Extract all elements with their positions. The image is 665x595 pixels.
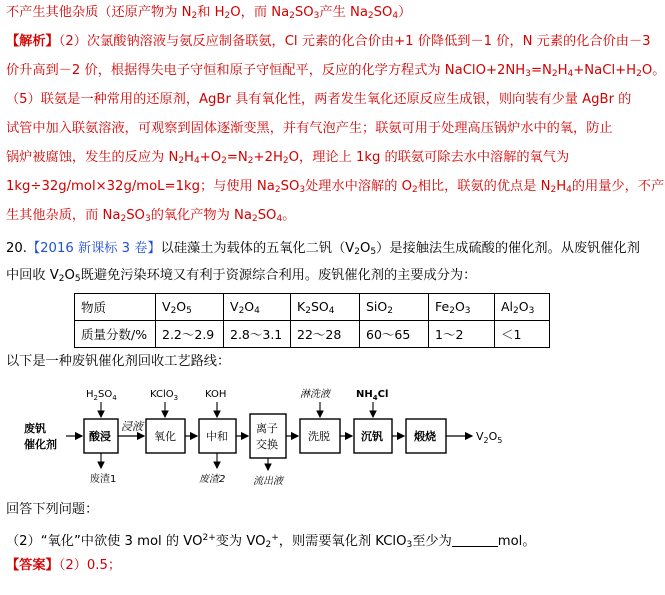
process-flow-diagram	[0, 378, 640, 488]
table-header-cell: $Al_2O_3$	[495, 294, 550, 321]
waste-label: 废渣1	[90, 474, 117, 485]
answer-value: （2）0.5；	[58, 558, 122, 573]
analysis-line-4: 试管中加入联氨溶液，可观察到固体逐渐变黑，并有气泡产生；联氨可用于处理高压锅炉水中的氧，防止	[6, 121, 613, 136]
analysis-line-3: （5）联氨是一种常用的还原剂，AgBr 具有氧化性，两者发生氧化还原反应生成银，则向装有少量 AgBr 的	[6, 92, 632, 107]
flow-step: 中和	[206, 430, 228, 443]
analysis-line-5: 锅炉被腐蚀，发生的反应为 $N_2H_4+O_2=N_2+2H_2O$，理论上 1kg 的联氨可除去水中溶解的氧气为	[6, 150, 570, 166]
table-cell: ＜1	[495, 321, 550, 348]
answer-line	[6, 555, 121, 577]
reagent-koh: KOH	[205, 389, 227, 400]
table-header-cell: $Fe_2O_3$	[429, 294, 495, 321]
table-header-cell: $V_2O_5$	[156, 294, 224, 321]
flow-step: 酸浸	[89, 430, 111, 443]
reagent-nh4cl: $NH_4Cl$	[356, 389, 389, 402]
table-row	[75, 321, 550, 348]
flow-step: 氧化	[154, 430, 176, 443]
flow-arrow-label: 浸液	[121, 420, 143, 433]
composition-table	[74, 293, 550, 348]
table-cell: 22～28	[291, 321, 360, 348]
analysis-line-7: 生其他杂质，而 $Na_2SO_3$的氧化产物为 $Na_2SO_4$。	[6, 208, 296, 224]
table-header-cell: $V_2O_4$	[224, 294, 291, 321]
table-header-cell: SiO$_2$	[360, 294, 429, 321]
waste-label: 废渣2	[199, 474, 226, 485]
table-cell: 2.2～2.9	[156, 321, 224, 348]
sub-question-2: （2）“氧化”中欲使 3 mol 的 $VO^{2+}$变为 $VO_2^+$，则需要氧化剂 KClO$_3$至少为 mol。	[6, 533, 536, 550]
table-cell: 60～65	[360, 321, 429, 348]
waste-label: 流出液	[253, 476, 283, 487]
reagent-h2so4: $H_2SO_4$	[86, 389, 117, 402]
source-tag: 【2016 新课标 3 卷】	[26, 241, 161, 256]
flow-step: 离子	[256, 422, 278, 435]
flow-input-label: 废钒	[24, 422, 46, 435]
analysis-line-6: 1kg÷32g/mol×32g/moL=1kg；与使用 $Na_2SO_3$处理水中溶解的 $O_2$相比，联氨的优点是 $N_2H_4$的用量少，不产	[6, 179, 665, 195]
route-intro: 以下是一种废钒催化剂回收工艺路线：	[6, 354, 231, 369]
analysis-tag: 【解析】	[6, 34, 59, 49]
flow-input-label: 催化剂	[24, 438, 57, 451]
table-header-row	[75, 294, 550, 321]
table-cell: 1～2	[429, 321, 495, 348]
reagent-eluent: 淋洗液	[300, 389, 330, 400]
question-number: 20.	[6, 241, 27, 256]
analysis-line-0: 不产生其他杂质（还原产物为 $N_2$和 $H_2O$，而 $Na_2SO_3$产生 $Na_2SO_4$）	[6, 5, 412, 21]
answer-blank[interactable]	[452, 532, 498, 547]
table-header-cell: $K_2SO_4$	[291, 294, 360, 321]
table-row-label: 质量分数/%	[75, 321, 156, 348]
flow-product: $V_2O_5$	[476, 430, 503, 445]
analysis-line-1: 【解析】（2）次氯酸钠溶液与氨反应制备联氨，Cl 元素的化合价由+1 价降低到－1 价，N 元素的化合价由－3	[6, 34, 651, 49]
flow-step: 交换	[256, 438, 278, 451]
question-line-1: 20.【2016 新课标 3 卷】以硅藻土为载体的五氧化二钒$(V_2O_5)$是接触法生成硫酸的催化剂。从废钒催化剂	[6, 241, 640, 257]
table-header-cell: 物质	[75, 294, 156, 321]
answer-tag: 【答案】	[6, 558, 59, 573]
answer-prompt: 回答下列问题：	[6, 502, 99, 517]
question-line-2: 中回收 $V_2O_5$既避免污染环境又有利于资源综合利用。废钒催化剂的主要成分为：	[6, 268, 477, 284]
reagent-kclo3: KClO$_3$	[150, 389, 179, 402]
analysis-line-2: 价升高到－2 价，根据得失电子守恒和原子守恒配平，反应的化学方程式为 $NaClO+2NH_3=N_2H_4+NaCl+H_2O$。	[6, 63, 665, 79]
flow-step: 洗脱	[308, 430, 330, 443]
flow-step: 沉钒	[361, 430, 383, 443]
flow-step: 煅烧	[414, 430, 436, 443]
table-cell: 2.8～3.1	[224, 321, 291, 348]
